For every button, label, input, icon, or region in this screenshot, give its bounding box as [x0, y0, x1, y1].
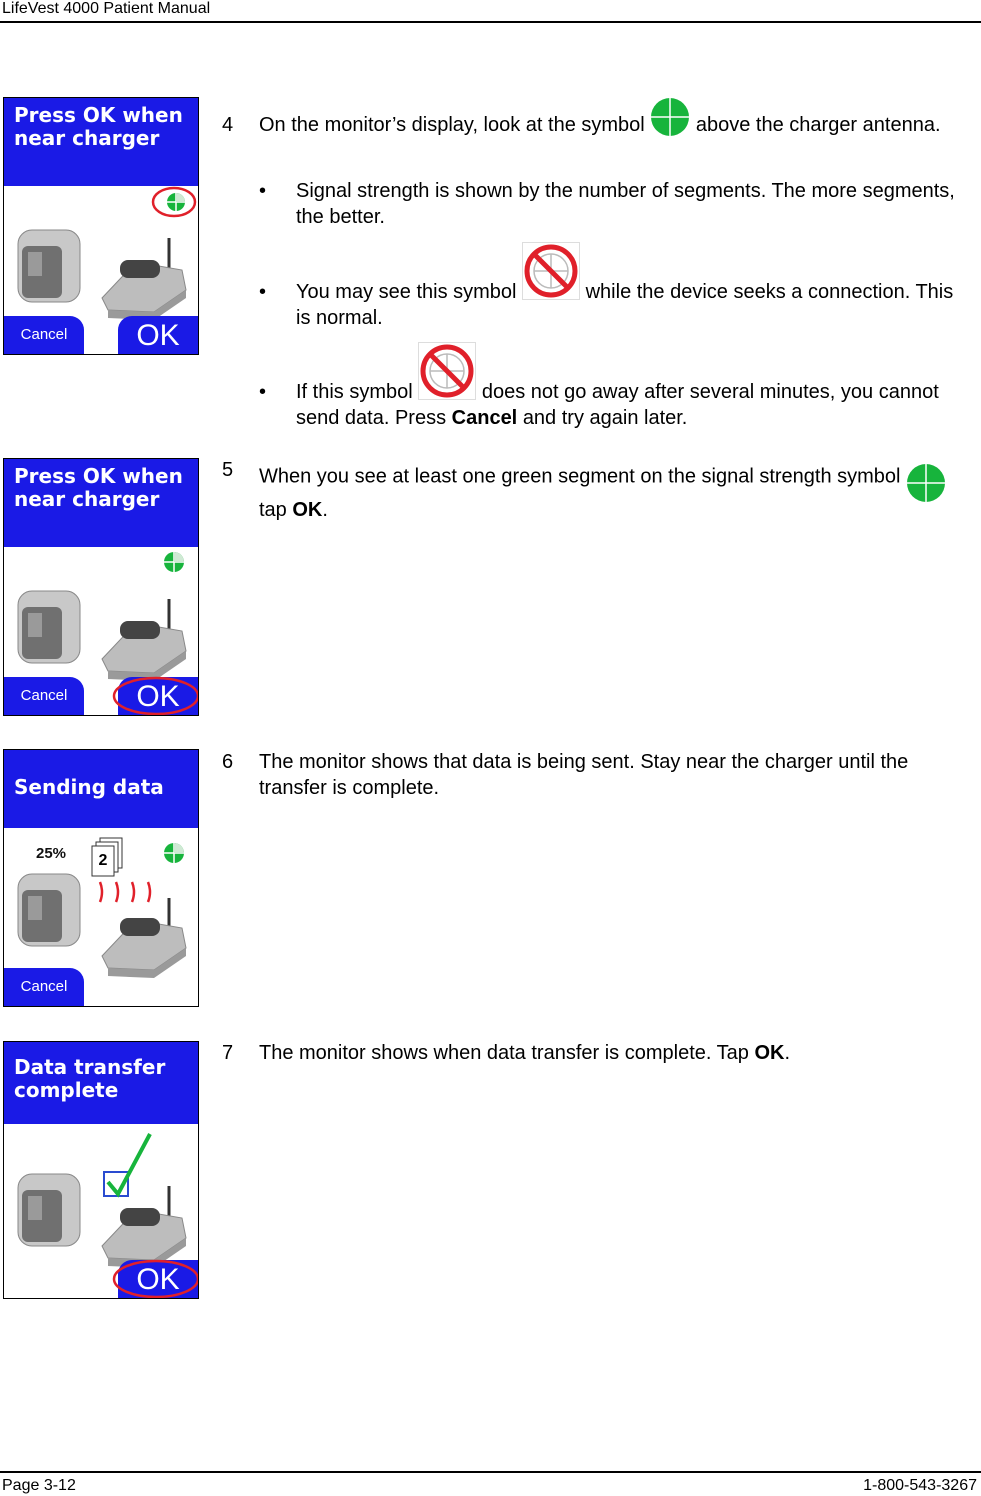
- ok-emphasis: OK: [292, 499, 323, 521]
- transmission-waves-icon: [100, 882, 150, 902]
- ok-emphasis: OK: [754, 1042, 785, 1064]
- screen-sending-data: [3, 749, 199, 1007]
- step-text: above the charger antenna.: [695, 114, 941, 136]
- page-count: 2: [98, 852, 108, 869]
- charger-icon: [102, 599, 186, 681]
- screen-title: Press OK when near charger: [14, 103, 183, 150]
- charger-icon: [102, 1186, 186, 1268]
- bullet-text: You may see this symbol: [296, 281, 517, 303]
- step-punctuation: .: [784, 1042, 790, 1064]
- ok-button[interactable]: OK: [118, 316, 198, 354]
- bullet-cancel-advice: [259, 379, 959, 431]
- step-number: 6: [222, 751, 234, 773]
- cancel-emphasis: Cancel: [451, 407, 518, 429]
- step-punctuation: .: [322, 499, 328, 521]
- checkmark-icon: [104, 1134, 150, 1196]
- footer-rule: [0, 1471, 981, 1473]
- header-title: LifeVest 4000 Patient Manual: [2, 0, 211, 17]
- cancel-button[interactable]: Cancel: [4, 316, 84, 354]
- signal-strength-icon: [650, 97, 690, 137]
- monitor-icon: [18, 874, 80, 946]
- step-7: [222, 1040, 972, 1066]
- bullet-marker: •: [259, 180, 267, 202]
- monitor-icon: [18, 591, 80, 663]
- charger-icon: [102, 898, 186, 978]
- step-text: tap: [259, 499, 287, 521]
- bullet-text: while the device seeks a connection. This is normal.: [296, 281, 954, 329]
- screen-title: Press OK when near charger: [14, 464, 183, 511]
- cancel-button[interactable]: Cancel: [4, 968, 84, 1006]
- step-text: On the monitor’s display, look at the symbol: [259, 114, 645, 136]
- step-text: The monitor shows when data transfer is complete. Tap: [259, 1042, 749, 1064]
- step-text: When you see at least one green segment on the signal strength symbol: [259, 465, 901, 488]
- screen-title: Sending data: [14, 775, 164, 799]
- signal-strength-icon: [164, 843, 184, 863]
- screen-title: Data transfer complete: [14, 1055, 166, 1102]
- step-number: 7: [222, 1042, 234, 1064]
- charger-icon: [102, 238, 186, 320]
- screen-press-ok-1: [3, 97, 199, 355]
- step-text: The monitor shows that data is being sent. Stay near the charger until the transfer is complete.: [259, 751, 909, 799]
- bullet-signal-strength: [259, 178, 959, 230]
- bullet-seek-symbol: [259, 279, 959, 331]
- footer-phone: 1-800-543-3267: [863, 1477, 977, 1494]
- step-number: 5: [222, 459, 234, 481]
- bullet-text: Signal strength is shown by the number of segments. The more segments, the better.: [296, 180, 955, 228]
- bullet-text: does not go away after several minutes, you cannot send data. Press: [296, 381, 939, 429]
- bullet-text: If this symbol: [296, 381, 413, 403]
- step-6: [222, 749, 972, 801]
- ok-button[interactable]: OK: [118, 1260, 198, 1298]
- screen-press-ok-2: [3, 458, 199, 716]
- no-signal-icon: [522, 242, 580, 300]
- screen-transfer-complete: [3, 1041, 199, 1299]
- step-4: [222, 112, 972, 138]
- bullet-text: and try again later.: [522, 407, 688, 429]
- monitor-icon: [18, 230, 80, 302]
- signal-strength-icon: [167, 193, 185, 211]
- progress-percent: 25%: [36, 845, 67, 862]
- header-rule: [0, 21, 981, 23]
- ok-button[interactable]: OK: [118, 677, 198, 715]
- bullet-marker: •: [259, 381, 267, 403]
- step-5: [222, 457, 972, 523]
- step-number: 4: [222, 114, 234, 136]
- signal-strength-icon: [906, 463, 946, 503]
- no-signal-icon: [418, 342, 476, 400]
- monitor-icon: [18, 1174, 80, 1246]
- bullet-marker: •: [259, 281, 267, 303]
- footer-page-number: Page 3-12: [2, 1477, 76, 1494]
- signal-strength-icon: [164, 552, 184, 572]
- cancel-button[interactable]: Cancel: [4, 677, 84, 715]
